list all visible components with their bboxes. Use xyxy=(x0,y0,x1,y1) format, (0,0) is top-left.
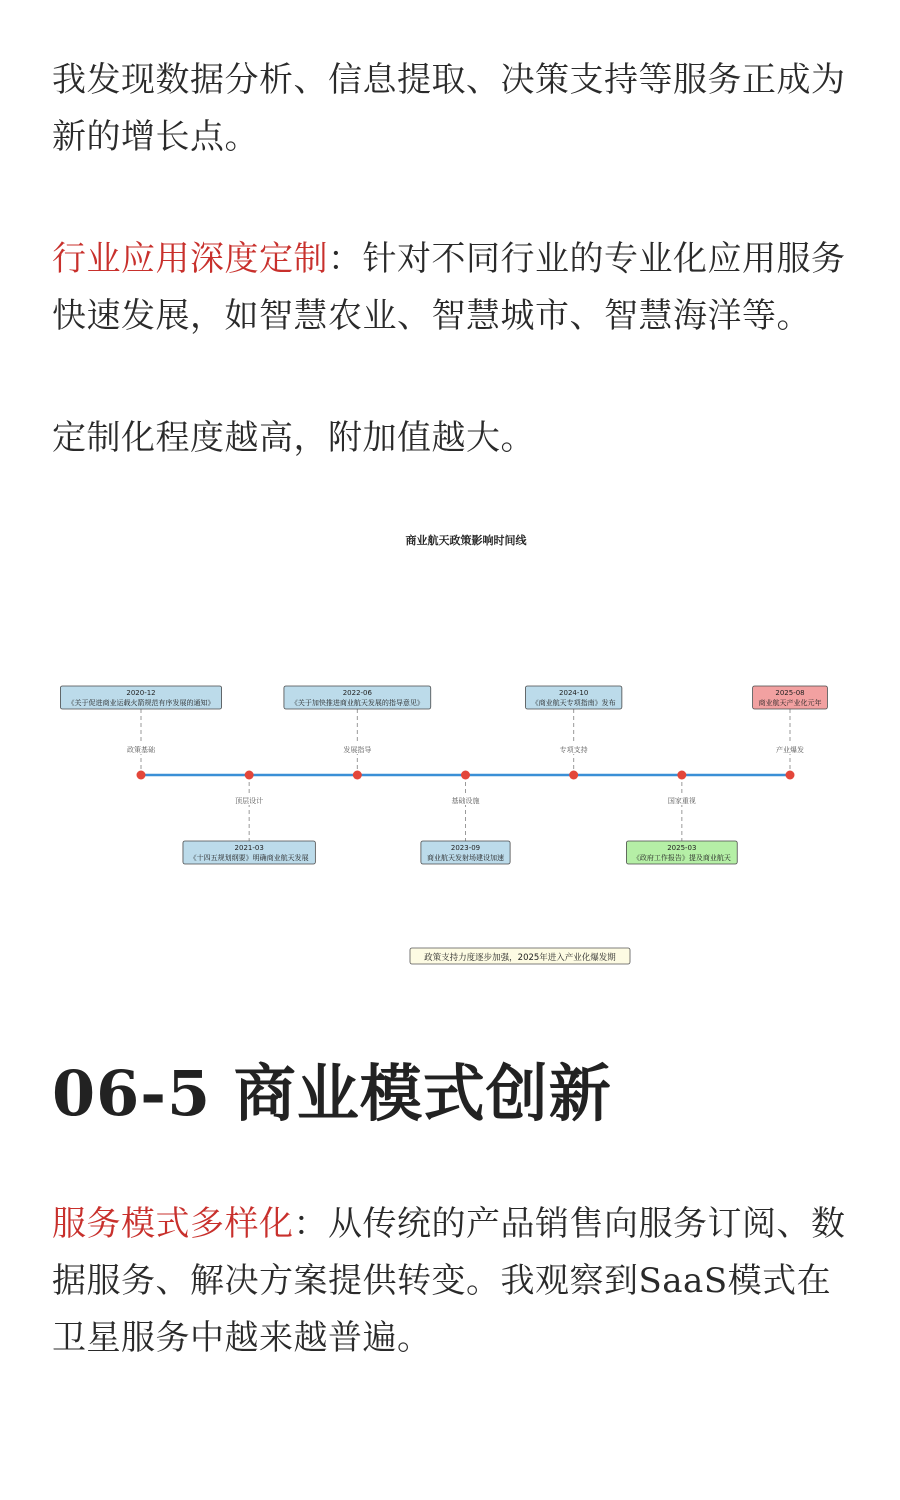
industry-highlight: 行业应用深度定制 xyxy=(52,239,328,279)
event-tag: 发展指导 xyxy=(343,746,372,754)
event-dot xyxy=(677,771,686,780)
chart-title: 商业航天政策影响时间线 xyxy=(405,534,527,547)
event-tag: 基础设施 xyxy=(451,797,480,805)
event-dot xyxy=(786,771,795,780)
custom-note-text: 定制化程度越高，附加值越大。 xyxy=(52,418,535,458)
event-date: 2024-10 xyxy=(559,689,589,697)
event-dot xyxy=(461,771,470,780)
event-text: 《关于促进商业运载火箭规范有序发展的通知》 xyxy=(67,699,215,707)
service-highlight: 服务模式多样化 xyxy=(52,1204,294,1244)
annotation-text: 政策支持力度逐步加强，2025年进入产业化爆发期 xyxy=(424,953,616,963)
event-date: 2022-06 xyxy=(342,689,372,697)
event-dot xyxy=(569,771,578,780)
event-text: 《政府工作报告》提及商业航天 xyxy=(632,854,731,862)
intro-text: 我发现数据分析、信息提取、决策支持等服务正成为新的增长点。 xyxy=(52,60,846,157)
industry-paragraph xyxy=(52,231,852,345)
custom-note-paragraph xyxy=(52,410,852,467)
industry-text: ：针对不同行业的专业化应用服务快速发展，如智慧农业、智慧城市、智慧海洋等。 xyxy=(52,239,846,336)
service-paragraph xyxy=(52,1196,852,1367)
event-text: 《十四五规划纲要》明确商业航天发展 xyxy=(189,854,309,862)
event-text: 商业航天发射场建设加速 xyxy=(427,854,504,862)
event-tag: 产业爆发 xyxy=(776,746,804,754)
event-text: 《关于加快推进商业航天发展的指导意见》 xyxy=(290,699,424,707)
event-text: 《商业航天专项指南》发布 xyxy=(531,699,616,707)
event-dot xyxy=(137,771,146,780)
event-date: 2021-03 xyxy=(234,844,264,852)
event-dot xyxy=(353,771,362,780)
event-date: 2020-12 xyxy=(126,689,156,697)
service-text: ：从传统的产品销售向服务订阅、数据服务、解决方案提供转变。我观察到SaaS模式在卫星服务中越来越普遍。 xyxy=(52,1204,846,1358)
event-date: 2025-08 xyxy=(775,689,805,697)
event-date: 2023-09 xyxy=(450,844,481,852)
event-tag: 专项支持 xyxy=(559,746,588,754)
event-tag: 国家重视 xyxy=(667,797,696,805)
event-tag: 顶层设计 xyxy=(235,797,264,805)
event-date: 2025-03 xyxy=(667,844,697,852)
section-title: 06-5 商业模式创新 xyxy=(52,1057,612,1130)
policy-timeline-chart xyxy=(0,510,900,980)
event-tag: 政策基础 xyxy=(127,746,155,754)
event-text: 商业航天产业化元年 xyxy=(758,699,822,707)
event-dot xyxy=(245,771,254,780)
intro-paragraph xyxy=(52,52,852,166)
